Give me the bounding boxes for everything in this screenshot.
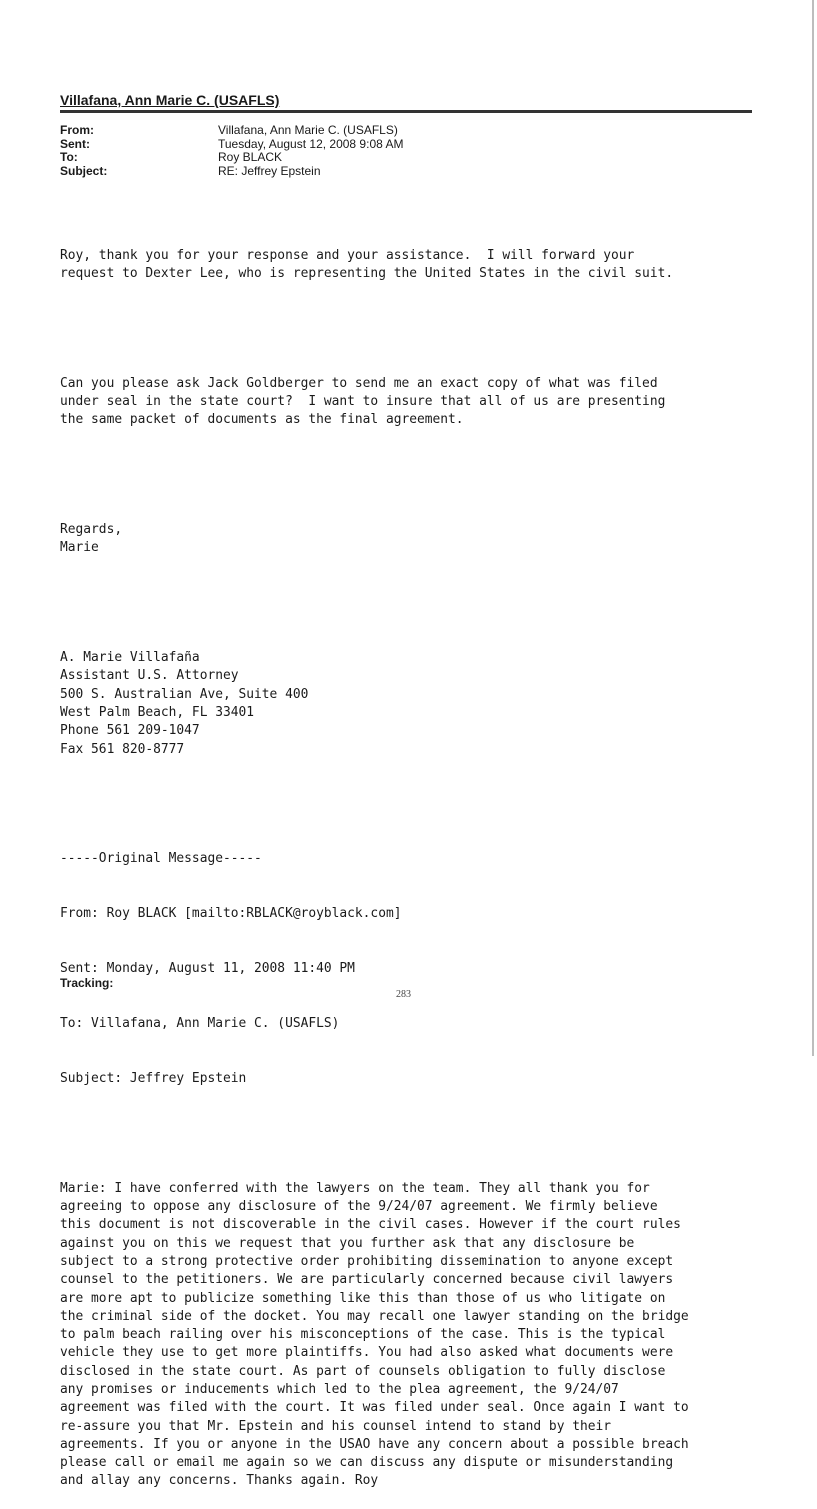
- sender-heading: Villafana, Ann Marie C. (USAFLS): [60, 92, 280, 108]
- to-row: [60, 151, 660, 165]
- title-rule: [60, 110, 752, 113]
- sent-row: [60, 138, 660, 152]
- original-sent: Sent: Monday, August 11, 2008 11:40 PM: [60, 961, 355, 977]
- subject-row: [60, 165, 660, 179]
- to-label: To:: [60, 150, 78, 164]
- original-subject: Subject: Jeffrey Epstein: [60, 1070, 247, 1086]
- sent-value: Tuesday, August 12, 2008 9:08 AM: [218, 136, 404, 151]
- email-body: [60, 210, 800, 1509]
- tracking-label: Tracking:: [60, 976, 114, 990]
- reply-paragraph-1: Roy, thank you for your response and your assistance. I will forward your request to Dexter Lee, who is representing the United States in the civil suit.: [60, 247, 674, 281]
- original-to: To: Villafana, Ann Marie C. (USAFLS): [60, 1016, 340, 1032]
- from-value: Villafana, Ann Marie C. (USAFLS): [218, 123, 398, 137]
- sent-label: Sent:: [60, 136, 90, 151]
- reply-closing: Regards, Marie: [60, 522, 123, 556]
- original-from: From: Roy BLACK [mailto:RBLACK@royblack.com]: [60, 906, 402, 922]
- original-body: Marie: I have conferred with the lawyers on the team. They all thank you for agreeing to oppose any disclosure of the 9/24/07 agreement. We firmly believe this document is not discoverable in the civil cases. However if the court rules against you on this we request that you further ask that any disclosure be subject to a strong protective order prohibiting dissemination to anyone except counsel to the petitioners. We are particularly concerned because civil lawyers are more apt to publicize something like this than those of us who litigate on the criminal side of the docket. You may recall one lawyer standing on the bridge to palm beach railing over his misconceptions of the case. This is the typical vehicle they use to get more plaintiffs. You had also asked what documents were disclosed in the state court. As part of counsels obligation to fully disclose any promises or inducements which led to the plea agreement, the 9/24/07 agreement was filed with the court. It was filed under seal. Once again I want to re-assure you that Mr. Epstein and his counsel intend to stand by their agreements. If you or anyone in the USAO have any concern about a possible breach please call or email me again so we can discuss any dispute or misunderstanding and allay any concerns. Thanks again. Roy: [60, 1180, 689, 1489]
- original-separator: -----Original Message-----: [60, 851, 262, 867]
- from-label: From:: [60, 123, 94, 137]
- signature-block: A. Marie Villafaña Assistant U.S. Attorney 500 S. Australian Ave, Suite 400 West Palm Beach, FL 33401 Phone 561 209-1047 Fax 561 820-8777: [60, 650, 309, 757]
- page-edge: [812, 0, 814, 1056]
- to-value: Roy BLACK: [218, 150, 283, 164]
- page-number: 283: [396, 989, 411, 1000]
- reply-paragraph-2: Can you please ask Jack Goldberger to send me an exact copy of what was filed under seal in the state court? I want to insure that all of us are presenting the same packet of documents as the final agreement.: [60, 375, 666, 428]
- email-header: [60, 124, 660, 178]
- from-row: [60, 124, 660, 138]
- subject-value: RE: Jeffrey Epstein: [218, 163, 321, 178]
- subject-label: Subject:: [60, 163, 108, 178]
